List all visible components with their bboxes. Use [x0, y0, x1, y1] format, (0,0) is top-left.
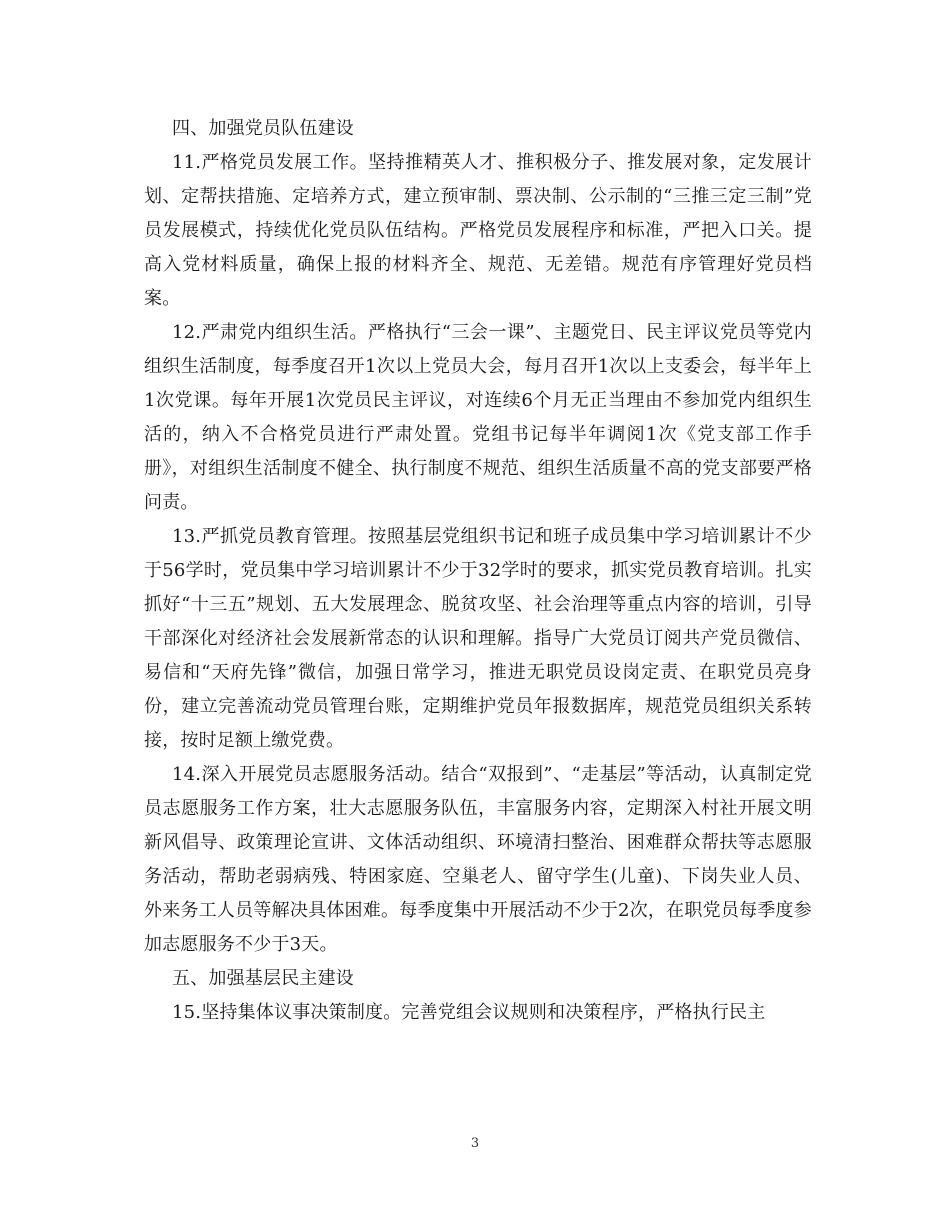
paragraph-14: 14.深入开展党员志愿服务活动。结合“双报到”、“走基层”等活动，认真制定党员志愿服务工作方案，壮大志愿服务队伍，丰富服务内容，定期深入村社开展文明新风倡导、政策理论宣讲、文体活动组织、环境清扫整治、困难群众帮扶等志愿服务活动，帮助老弱病残、特困家庭、空巢老人、留守学生(儿童)、下岗失业人员、外来务工人员等解决具体困难。每季度集中开展活动不少于2次，在职党员每季度参加志愿服务不少于3天。 — [144, 764, 812, 955]
paragraph-11: 11.严格党员发展工作。坚持推精英人才、推积极分子、推发展对象，定发展计划、定帮扶措施、定培养方式，建立预审制、票决制、公示制的“三推三定三制”党员发展模式，持续优化党员队伍结构。严格党员发展程序和标准，严把入口关。提高入党材料质量，确保上报的材料齐全、规范、无差错。规范有序管理好党员档案。 — [144, 152, 812, 309]
page-number: 3 — [470, 1136, 480, 1151]
paragraph-13: 13.严抓党员教育管理。按照基层党组织书记和班子成员集中学习培训累计不少于56学时，党员集中学习培训累计不少于32学时的要求，抓实党员教育培训。扎实抓好“十三五”规划、五大发展理念、脱贫攻坚、社会治理等重点内容的培训，引导干部深化对经济社会发展新常态的认识和理解。指导广大党员订阅共产党员微信、易信和“天府先锋”微信，加强日常学习，推进无职党员设岗定责、在职党员亮身份，建立完善流动党员管理台账，定期维护党员年报数据库，规范党员组织关系转接，按时足额上缴党费。 — [144, 526, 812, 751]
section-heading-5: 五、加强基层民主建设 — [172, 968, 354, 989]
section-heading-4: 四、加强党员队伍建设 — [172, 118, 354, 139]
document-body — [144, 112, 812, 1030]
paragraph-15: 15.坚持集体议事决策制度。完善党组会议规则和决策程序，严格执行民主 — [172, 1002, 766, 1023]
paragraph-12: 12.严肃党内组织生活。严格执行“三会一课”、主题党日、民主评议党员等党内组织生活制度，每季度召开1次以上党员大会，每月召开1次以上支委会，每半年上1次党课。每年开展1次党员民主评议，对连续6个月无正当理由不参加党内组织生活的，纳入不合格党员进行严肃处置。党组书记每半年调阅1次《党支部工作手册》，对组织生活制度不健全、执行制度不规范、组织生活质量不高的党支部要严格问责。 — [144, 322, 812, 513]
